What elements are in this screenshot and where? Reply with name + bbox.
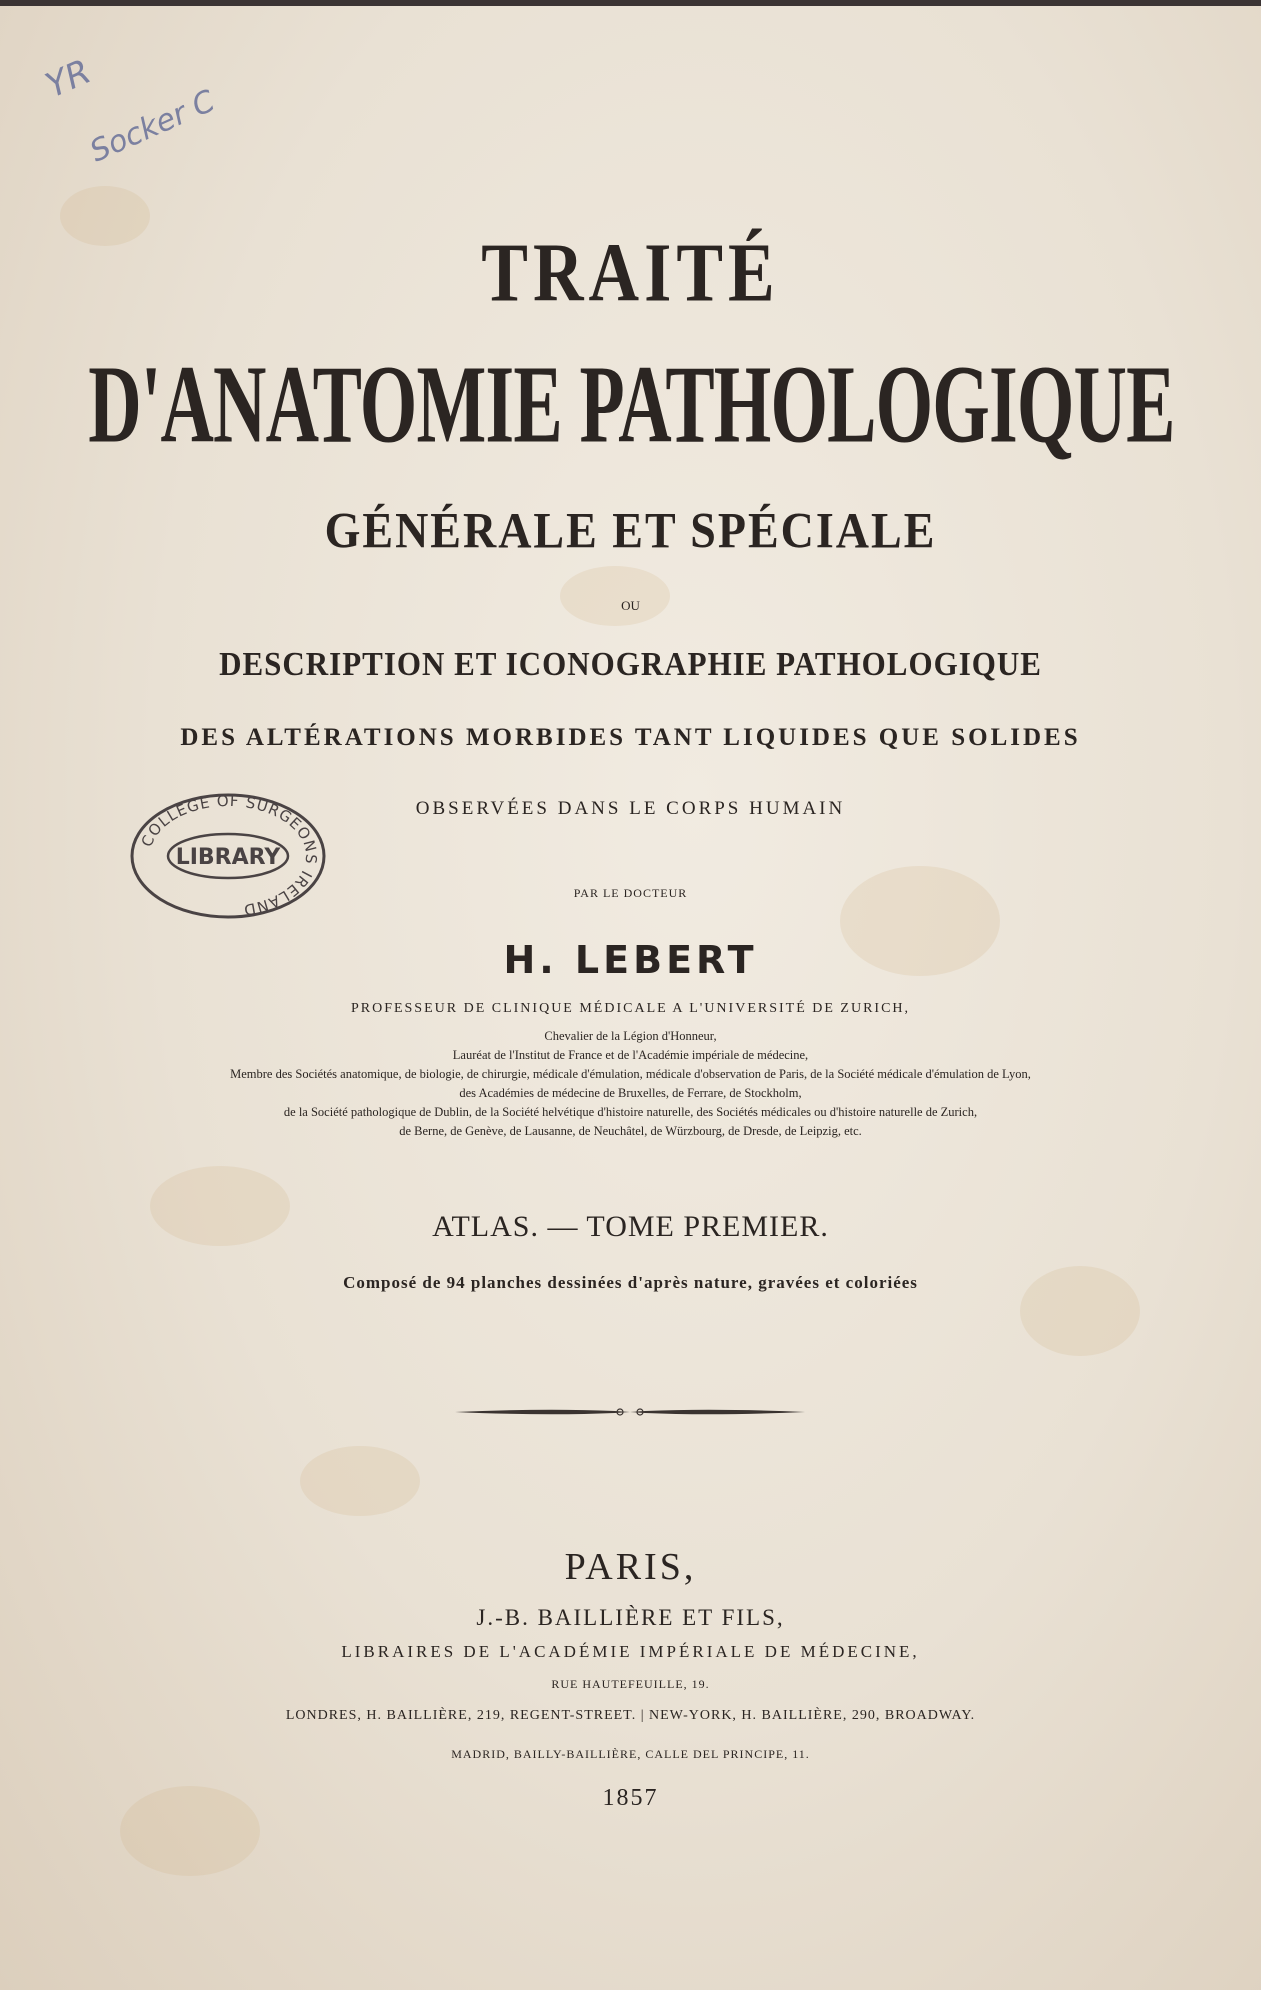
imprint-city: PARIS, xyxy=(564,1546,697,1588)
title-page xyxy=(0,6,1261,1990)
imprint-branches: LONDRES, H. BAILLIÈRE, 219, REGENT-STREET. | NEW-YORK, H. BAILLIÈRE, 290, BROADWAY. xyxy=(285,1708,976,1723)
imprint-year: 1857 xyxy=(602,1785,659,1811)
pencil-annotation: Socker C xyxy=(84,83,221,170)
imprint-madrid: MADRID, BAILLY-BAILLIÈRE, CALLE DEL PRINCIPE, 11. xyxy=(451,1747,810,1761)
imprint-publisher: J.-B. BAILLIÈRE ET FILS, xyxy=(476,1605,785,1630)
subtitle-alterations: DES ALTÉRATIONS MORBIDES TANT LIQUIDES QUE SOLIDES xyxy=(180,724,1081,751)
subtitle-observees: OBSERVÉES DANS LE CORPS HUMAIN xyxy=(415,798,846,819)
foxing-spot xyxy=(560,566,670,626)
foxing-spot xyxy=(300,1446,420,1516)
author-credential: de la Société pathologique de Dublin, de la Société helvétique d'histoire naturelle, des Sociétés médicales ou d'histoire naturelle de Zurich, xyxy=(283,1105,978,1119)
stamp-center-text: LIBRARY xyxy=(175,845,281,870)
author-name: H. LEBERT xyxy=(503,938,758,982)
subtitle-description: DESCRIPTION ET ICONOGRAPHIE PATHOLOGIQUE xyxy=(219,644,1042,683)
author-position: PROFESSEUR DE CLINIQUE MÉDICALE A L'UNIVERSITÉ DE ZURICH, xyxy=(350,1001,911,1016)
author-credential: Membre des Sociétés anatomique, de biologie, de chirurgie, médicale d'émulation, médicale d'observation de Paris, de la Société médicale d'émulation de Lyon, xyxy=(230,1067,1031,1081)
pencil-annotation: YR xyxy=(39,51,97,107)
title-line-2: D'ANATOMIE PATHOLOGIQUE xyxy=(88,341,1175,467)
subtitle-general: GÉNÉRALE ET SPÉCIALE xyxy=(324,502,937,559)
volume-description: Composé de 94 planches dessinées d'après nature, gravées et coloriées xyxy=(343,1273,918,1292)
ornament-rule xyxy=(455,1402,805,1422)
author-credential: des Académies de médecine de Bruxelles, de Ferrare, de Stockholm, xyxy=(459,1086,802,1100)
by-line: PAR LE DOCTEUR xyxy=(573,886,688,900)
stamp-ring-text: COLLEGE OF SURGEONS IRELAND xyxy=(137,791,321,920)
volume-label: ATLAS. — TOME PREMIER. xyxy=(432,1210,829,1243)
author-credential: Lauréat de l'Institut de France et de l'Académie impériale de médecine, xyxy=(452,1048,809,1062)
imprint-street: RUE HAUTEFEUILLE, 19. xyxy=(551,1677,710,1691)
imprint-publisher-role: LIBRAIRES DE L'ACADÉMIE IMPÉRIALE DE MÉDECINE, xyxy=(341,1642,920,1661)
title-line-1: TRAITÉ xyxy=(481,227,780,320)
conjunction-ou: OU xyxy=(621,598,640,613)
author-credential: Chevalier de la Légion d'Honneur, xyxy=(544,1029,717,1043)
library-stamp xyxy=(128,791,328,921)
author-credential: de Berne, de Genève, de Lausanne, de Neuchâtel, de Würzbourg, de Dresde, de Leipzig, etc. xyxy=(399,1124,862,1138)
